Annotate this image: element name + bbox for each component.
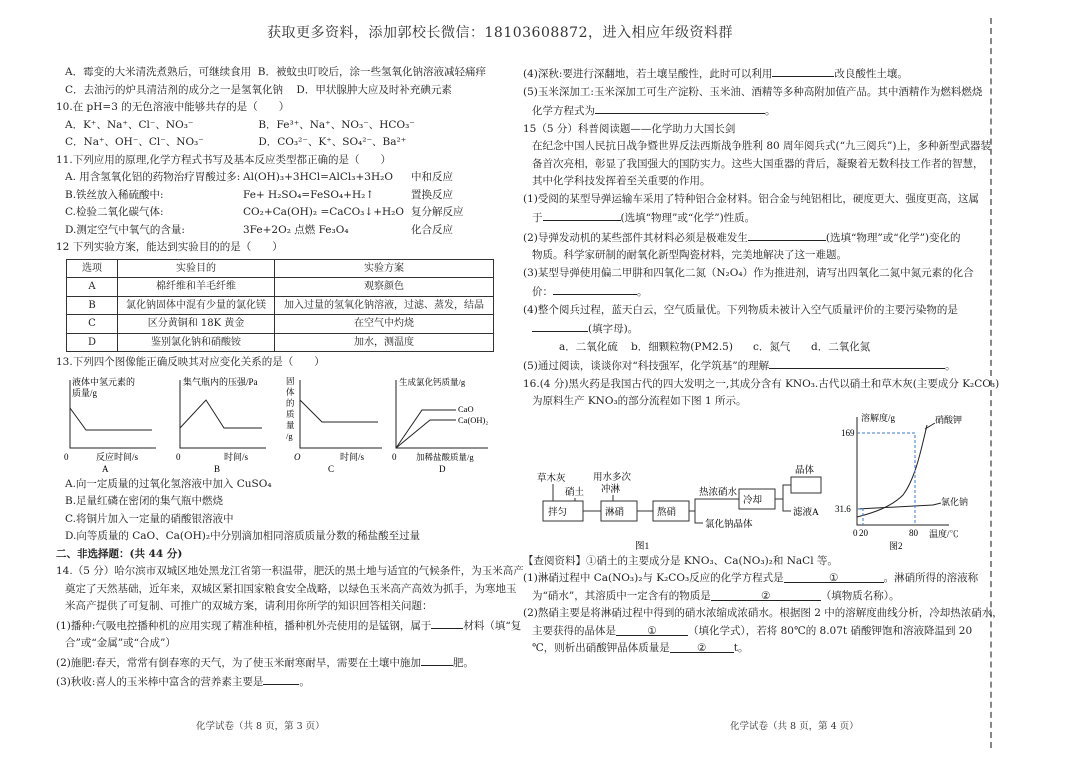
table-cell: 加水，测温度 <box>275 333 494 352</box>
q15-part4-cont <box>523 319 973 339</box>
graph-a-letter: A <box>102 463 109 474</box>
q14-part1 <box>56 616 522 636</box>
q15-part1-cont <box>523 208 973 228</box>
q14-part4-blank[interactable] <box>772 64 834 77</box>
q15-part3-blank[interactable] <box>553 282 637 295</box>
q15-text-line3: 其中化学科技发挥着至关重要的作用。 <box>532 175 711 187</box>
q9-option-b: B．被蚊虫叮咬后，涂一些氢氧化钠溶液减轻痛痒 <box>257 66 486 78</box>
q16-part2-blank1[interactable] <box>616 623 688 636</box>
q15-part3-cont <box>523 282 973 302</box>
q14-text-line2: 奠定了天然基础，近年来，双城区紧扣国家粮食安全战略，以绿色玉米高产高效为抓手，为寒地玉 <box>65 582 517 595</box>
page-header: 获取更多资料，添加郭校长微信：18103608872，进入相应年级资料群 <box>267 25 733 41</box>
q11-option-d <box>56 222 506 240</box>
q15-part2-blank[interactable] <box>748 228 826 241</box>
q16-part2: (2)熬硝主要是将淋硝过程中得到的硝水浓缩成浓硝水。根据图 2 中的溶解度曲线分析，冷却热浓硝水， <box>523 607 1003 619</box>
table-cell: B <box>67 296 118 315</box>
q10-option-c: C．Na⁺、OH⁻、Cl⁻、NO₃⁻ <box>65 136 204 148</box>
q15-part4: (4)整个阅兵过程，蓝天白云，空气质量优。下列物质未被计入空气质量评价的主要污染物的是 <box>523 303 958 316</box>
q15-part1-blank[interactable] <box>543 208 621 221</box>
q14-part2 <box>56 653 506 673</box>
q13-option-d: D.向等质量的 CaO、Ca(OH)₂中分别滴加相同溶质质量分数的稀盐酸至过量 <box>65 530 421 542</box>
table-cell: D <box>67 333 118 352</box>
sol-label-kno3: 硝酸钾 <box>935 414 963 425</box>
graph-d-axes <box>396 380 488 448</box>
q15-text-line2: 备首次亮相，彰显了我国强大的国防实力。这些大国重器的背后，凝聚着无数科技工作者的智慧， <box>532 157 984 170</box>
q15-part1-text: 于 <box>532 212 543 224</box>
table-cell: 氯化钠固体中混有少量的氯化镁 <box>118 296 275 315</box>
q13-option-c: C.将铜片加入一定量的硝酸银溶液中 <box>65 512 234 525</box>
q16-part2-text: 主要获得的晶体是 <box>532 624 616 637</box>
table-cell: C <box>67 315 118 334</box>
q15-part2 <box>523 228 973 248</box>
graph-b-letter: B <box>214 463 221 474</box>
q10-options-cd <box>56 134 506 152</box>
graph-d-xlabel: 加稀盐酸质量/g <box>416 451 474 462</box>
table-cell: 鉴别氯化钠和硝酸铵 <box>118 333 275 352</box>
q11-b-purpose: B.铁丝放入稀硫酸中: <box>65 188 164 201</box>
graph-a-ylabel2: 质量/g <box>72 387 98 398</box>
sol-y-169: 169 <box>841 427 855 438</box>
table-cell: 区分黄铜和 18K 黄金 <box>118 315 275 334</box>
q16-part2-blank1-label: ① <box>647 624 657 637</box>
q15-part2-text: (2)导弹发动机的某些部件其材料必须是极难发生 <box>523 231 748 244</box>
flow-label-caomuhui: 草木灰 <box>537 473 566 484</box>
q14-part2-text: (2)施肥:春天，常常有倒春寒的天气，为了使玉米耐寒耐旱，需要在土壤中施加 <box>56 656 421 669</box>
q14-part3-text: (3)秋收:喜人的玉米棒中富含的营养素主要是 <box>56 676 264 688</box>
q14-text-line3: 米高产提供了可复制、可推广的双城方案，请利用你所学的知识回答相关问题： <box>65 600 433 612</box>
flow-box-banyun-label: 拌匀 <box>548 507 568 518</box>
graph-a-ylabel1: 液体中氢元素的 <box>72 376 136 387</box>
q14-part1-blank[interactable] <box>431 616 463 629</box>
right-column <box>523 64 1003 658</box>
q11-b-type: 置换反应 <box>411 188 453 201</box>
flow-label-water2: 冲淋 <box>601 484 621 495</box>
sol-nacl-curve <box>857 505 933 509</box>
graph-c-ylabel-5: /g <box>286 430 293 441</box>
q14-part2-text2: 肥。 <box>452 656 474 669</box>
q14-part1-cont: 合”或“金属”或“合成”） <box>65 637 176 649</box>
q11-stem: 11.下列应用的原理,化学方程式书写及基本反应类型都正确的是（ ） <box>56 153 392 166</box>
flow-box-lengque-label: 冷却 <box>743 495 763 506</box>
graph-d-letter: D <box>439 463 446 474</box>
q16-part2-cont2 <box>523 640 973 658</box>
sol-guide-169 <box>857 433 915 525</box>
sol-y-316: 31.6 <box>835 503 851 514</box>
q14-part5-cont <box>523 101 973 121</box>
flow-label-crystal: 晶体 <box>795 465 815 476</box>
sol-xlabel: 温度/℃ <box>929 528 959 539</box>
q15-part3-text: 价： <box>532 286 553 298</box>
q11-a-type: 中和反应 <box>411 171 453 183</box>
table-header: 选项 <box>67 259 118 278</box>
flow-label-nacl: 氯化钠晶体 <box>705 519 753 530</box>
flow-arrow-3 <box>689 499 739 511</box>
sol-label-nacl: 氯化钠 <box>941 496 969 507</box>
table-row <box>67 296 494 315</box>
flow-arrow-5 <box>775 485 791 499</box>
q15-part3-end: 。 <box>637 286 648 298</box>
q14-part1-text: (1)播种:气吸电控播种机的应用实现了精准种植，播种机外壳使用的是锰钢，属于 <box>56 619 432 632</box>
q9-option-a: A．霉变的大米清洗煮熟后，可继续食用 <box>65 66 252 78</box>
flow-arrow-6 <box>775 499 791 511</box>
table-cell: A <box>67 278 118 297</box>
table-cell: 在空气中灼烧 <box>275 315 494 334</box>
q14-part3-text2: 。 <box>299 676 310 688</box>
q11-c-equation: CO₂+Ca(OH)₂ =CaCO₃↓+H₂O <box>243 206 404 218</box>
q16-text-line1: 16.(4 分)黑火药是我国古代的四大发明之一,其成分含有 KNO₃.古代以硝土和草木灰(主要成分 K₂CO₃) <box>523 377 1000 390</box>
q14-part3 <box>56 672 506 692</box>
graph-c-ylabel-2: 的 <box>286 397 295 408</box>
q9-option-a-b <box>56 64 506 82</box>
table-row <box>67 315 494 334</box>
q9-option-d: D．甲状腺肿大应及时补充碘元素 <box>296 83 452 96</box>
graph-d-origin: 0 <box>392 451 397 462</box>
q15-part5-blank[interactable] <box>769 356 945 369</box>
q13-graphs <box>56 372 506 476</box>
table-row <box>67 278 494 297</box>
sol-x-0: 0 <box>853 527 858 538</box>
q11-c-purpose: C.检验二氧化碳气体: <box>65 206 164 218</box>
q9-option-c-d <box>56 82 506 100</box>
q13-graphs-svg <box>56 372 496 476</box>
q15-option-d: d．二氧化氮 <box>811 340 871 353</box>
q14-part2-blank[interactable] <box>421 653 453 666</box>
q11-option-b <box>56 187 506 205</box>
table-cell: 棉纤维和羊毛纤维 <box>118 278 275 297</box>
q14-part5-blank[interactable] <box>595 101 765 114</box>
q15-option-a: a．二氧化硫 <box>559 340 618 353</box>
q16-part2-end: t。 <box>733 642 749 654</box>
graph-c-ylabel-0: 固 <box>286 375 295 386</box>
q10-option-d: D．CO₃²⁻、K⁺、SO₄²⁻、Ba²⁺ <box>258 136 407 148</box>
q16-text-line2: 为原料生产 KNO₃的部分流程如下图 1 所示。 <box>532 395 747 407</box>
graph-a-curve <box>70 408 152 430</box>
table-header: 实验目的 <box>118 259 275 278</box>
q10-stem: 10.在 pH=3 的无色溶液中能够共存的是（ ） <box>56 101 290 113</box>
q15-part4-text: (填字母)。 <box>588 323 639 335</box>
q15-part2-cont: 物质。科学家研制的耐氧化新型陶瓷材料，完美地解决了这一难题。 <box>532 249 847 261</box>
table-header: 实验方案 <box>275 259 494 278</box>
q14-part5-end: 。 <box>765 105 776 117</box>
q16-part1-blank1[interactable] <box>784 570 884 583</box>
q11-a-purpose: A. 用含氢氧化铝的药物治疗胃酸过多: <box>65 171 241 183</box>
q12-table <box>66 259 494 353</box>
flow-label-xiaotu: 硝土 <box>565 487 585 498</box>
q9-option-c: C．去油污的炉具清洁剂的成分之一是氢氧化钠 <box>65 83 284 96</box>
q16-part2-cont <box>523 623 973 641</box>
sol-label-leader-nacl <box>933 503 941 505</box>
q11-d-type: 化合反应 <box>411 223 453 236</box>
flow-label-water1: 用水多次 <box>593 472 632 483</box>
graph-d-legend-cao: CaO <box>458 403 474 414</box>
sol-x-20: 20 <box>859 527 868 538</box>
q16-part2-blank2-label: ② <box>697 642 707 654</box>
q13-option-b: B.足量红磷在密闭的集气瓶中燃烧 <box>65 495 224 507</box>
graph-d-cao-line <box>396 410 456 448</box>
flow-box-linxiao-label: 淋硝 <box>605 507 625 518</box>
flow-arrow-4 <box>689 511 703 523</box>
q16-part1-text3: 为“硝水”，其溶质中一定含有的物质是 <box>532 589 711 602</box>
q11-option-c <box>56 204 506 222</box>
q12-stem: 12 下列实验方案，能达到实验目的的是（ ） <box>56 241 283 253</box>
q15-part5-text: (5)通过阅读，谈谈你对“科技强军，化学筑基”的理解 <box>523 360 770 372</box>
graph-c-letter: C <box>328 463 335 474</box>
footer-page-3: 化学试卷（共 8 页，第 3 页） <box>196 721 325 732</box>
section-two-title: 二、非选择题：(共 44 分) <box>56 547 183 560</box>
q16-part2-blank2[interactable] <box>670 640 734 653</box>
q15-part2-text2: (选填“物理”或“化学”)变化的 <box>825 231 961 244</box>
q16-part1-blank1-label: ① <box>828 572 839 584</box>
q16-part1-blank2[interactable] <box>711 588 821 601</box>
graph-c-origin: O <box>294 451 301 462</box>
q16-part2-text3: ℃，则析出硝酸钾晶体质量是 <box>532 642 670 654</box>
q11-b-equation: Fe+ H₂SO₄=FeSO₄+H₂↑ <box>243 188 375 201</box>
left-column <box>56 64 524 692</box>
q10-option-b: B．Fe³⁺、Na⁺、NO₃⁻、HCO₃⁻ <box>258 118 415 131</box>
q16-figures-svg <box>523 411 973 553</box>
graph-b-curve <box>180 400 262 428</box>
sol-x-80: 80 <box>909 527 918 538</box>
q15-title: 15（5 分）科普阅读题——化学助力大国长剑 <box>523 122 736 135</box>
table-header-row <box>67 259 494 278</box>
graph-b-xlabel: 时间/s <box>224 451 249 462</box>
q15-part1: (1)受阅的某型导弹运输车采用了特种铝合金材料。铝合金与纯铝相比，硬度更大、强度更高，这属 <box>523 192 979 205</box>
q15-part5-end: 。 <box>945 360 956 372</box>
q16-part1-text2: 。淋硝所得的溶液称 <box>883 572 979 584</box>
q15-part1-text2: (选填“物理”或“化学”)性质。 <box>620 212 756 224</box>
q16-part2-text2: （填化学式），若将 80℃的 8.07t 硝酸钾饱和溶液降温到 20 <box>688 624 973 637</box>
graph-c-curve <box>300 400 378 422</box>
q13-stem: 13.下列四个图像能正确反映其对应变化关系的是（ ） <box>56 356 325 368</box>
graph-d-legend-caoh2: Ca(OH)₂ <box>458 414 489 425</box>
q15-option-b: b．细颗粒物(PM2.5) <box>631 340 733 353</box>
table-cell: 加入过量的氢氧化钠溶液，过滤、蒸发，结晶 <box>275 296 494 315</box>
q16-info: 【查阅资料】①硝土的主要成分是 KNO₃、Ca(NO₃)₂和 NaCl 等。 <box>523 554 838 567</box>
graph-c-ylabel-4: 量 <box>286 419 295 430</box>
q11-c-type: 复分解反应 <box>411 206 464 218</box>
figure1-caption: 图1 <box>635 541 650 552</box>
q11-option-a <box>56 169 506 187</box>
graph-a-origin: 0 <box>64 451 69 462</box>
q16-part1-text: (1)淋硝过程中 Ca(NO₃)₂与 K₂CO₃反应的化学方程式是 <box>523 572 784 584</box>
footer-page-4: 化学试卷（共 8 页，第 4 页） <box>730 721 859 732</box>
table-cell: 观察颜色 <box>275 278 494 297</box>
q11-d-equation: 3Fe+2O₂ 点燃 Fe₃O₄ <box>243 223 349 236</box>
sol-kno3-curve <box>857 425 927 517</box>
flow-label-filtrate: 滤液A <box>793 507 819 518</box>
q14-part3-blank[interactable] <box>263 672 299 685</box>
flow-box-aoxiao-label: 熬硝 <box>657 507 677 518</box>
graph-c-ylabel-1: 体 <box>286 386 295 397</box>
sol-ylabel: 溶解度/g <box>861 412 896 423</box>
graph-b-ylabel: 集气瓶内的压强/Pa <box>183 376 258 387</box>
q14-part4-text2: 改良酸性土壤。 <box>834 68 908 80</box>
q15-part3: (3)某型导弹使用偏二甲肼和四氧化二氮（N₂O₄）作为推进剂，请写出四氧化二氮中氮元素的化合 <box>523 266 974 279</box>
q14-part4 <box>523 64 973 84</box>
flow-label-hot: 热浓硝水 <box>699 487 738 498</box>
graph-d-ylabel: 生成氯化钙质量/g <box>399 376 466 387</box>
q15-text-line1: 在纪念中国人民抗日战争暨世界反法西斯战争胜利 80 周年阅兵式(“九三阅兵”)上，多种新型武器装 <box>532 140 991 152</box>
q16-part1-text4: （填物质名称）。 <box>820 589 900 602</box>
graph-c-xlabel: 时间/s <box>340 451 365 462</box>
q14-part5-text: 化学方程式为 <box>532 105 595 117</box>
q14-part5: (5)玉米深加工:玉米深加工可生产淀粉、玉米油、酒精等多种高附加值产品。其中酒精作为燃料燃烧 <box>523 85 983 98</box>
q16-figures <box>523 411 973 553</box>
q14-text-line1: 14.（5 分）哈尔滨市双城区地处黑龙江省第一积温带，肥沃的黑土地与适宜的气候条件，为玉米高产 <box>56 565 524 577</box>
graph-c-axes <box>300 380 382 448</box>
q16-part1-cont <box>523 588 973 606</box>
q14-part1-text2: 材料（填“复 <box>463 619 522 632</box>
q15-part5 <box>523 356 973 376</box>
q11-d-purpose: D.测定空气中氧气的含量: <box>65 223 185 236</box>
table-row <box>67 333 494 352</box>
flow-box-crystal <box>791 477 821 493</box>
q15-option-c: c．氮气 <box>753 340 791 353</box>
figure2-caption: 图2 <box>889 540 903 551</box>
q11-a-equation: Al(OH)₃+3HCl=AlCl₃+3H₂O <box>243 171 393 183</box>
q15-part4-blank[interactable] <box>532 319 588 332</box>
q15-part4-options <box>523 339 973 357</box>
q14-part4-text: (4)深秋:要进行深翻地，若土壤呈酸性，此时可以利用 <box>523 68 773 80</box>
q16-part1 <box>523 570 979 588</box>
q16-part1-blank2-label: ② <box>761 589 771 602</box>
graph-b-origin: 0 <box>176 451 181 462</box>
graph-c-ylabel-3: 质 <box>286 408 295 419</box>
graph-a-xlabel: 反应时间/s <box>96 451 139 462</box>
q10-options-ab <box>56 117 506 135</box>
q13-option-a: A.向一定质量的过氧化氢溶液中加入 CuSO₄ <box>65 477 272 490</box>
q10-option-a: A．K⁺、Na⁺、Cl⁻、NO₃⁻ <box>65 118 194 131</box>
